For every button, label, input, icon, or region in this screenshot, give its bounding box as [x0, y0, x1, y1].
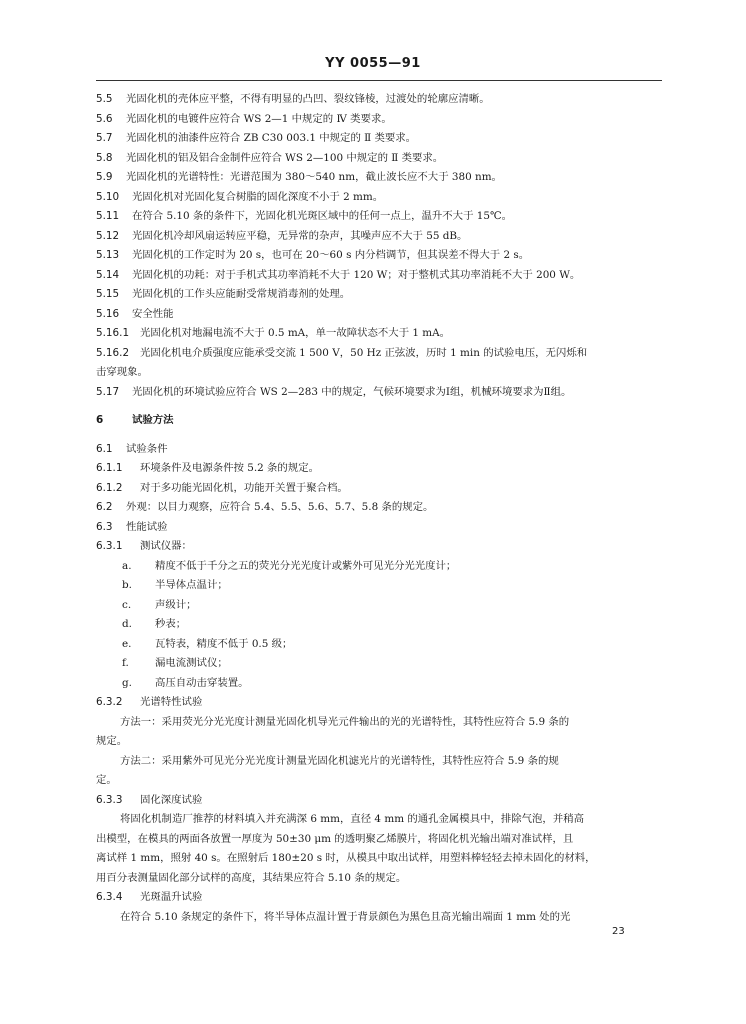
section-gap [96, 431, 662, 440]
paragraph-continuation: 定。 [96, 774, 117, 786]
clause-number: 5.14 [96, 268, 120, 281]
clause-text: 光固化机对地漏电流不大于 0.5 mA，单一故障状态不大于 1 mA。 [140, 327, 451, 339]
clause-line [96, 129, 662, 149]
clause-line [96, 459, 662, 479]
clause-text: 固化深度试验 [140, 793, 203, 806]
list-item [96, 635, 662, 655]
clause-number: 5.6 [96, 112, 113, 125]
list-item-text: 瓦特表，精度不低于 0.5 级； [155, 637, 293, 650]
clause-number: 5.9 [96, 171, 113, 183]
clause-line [96, 246, 662, 266]
clause-line [96, 693, 662, 713]
clause-number: 5.16 [96, 307, 120, 320]
clause-line [96, 168, 662, 188]
paragraph-continuation: 用百分表测量固化部分试样的高度，其结果应符合 5.10 条的规定。 [96, 871, 407, 884]
clause-line [96, 110, 662, 130]
list-item [96, 576, 662, 596]
clause-line [96, 324, 662, 344]
clause-line [96, 227, 662, 247]
list-item-text: 高压自动击穿装置。 [155, 676, 249, 689]
paragraph-continuation: 击穿现象。 [96, 366, 148, 378]
clause-text: 安全性能 [132, 307, 174, 320]
paragraph-line: 将固化机制造厂推荐的材料填入并充满深 6 mm，直径 4 mm 的通孔金属模具中，排除气泡，并稍高 [120, 813, 584, 825]
standard-code-header: YY 0055—91 [325, 56, 421, 71]
clause-number: 5.11 [96, 210, 120, 222]
clause-text: 光固化机冷却风扇运转应平稳，无异常的杂声，其噪声应不大于 55 dB。 [132, 229, 468, 242]
clause-text: 环境条件及电源条件按 5.2 条的规定。 [140, 462, 319, 474]
clause-text: 外观：以目力观察，应符合 5.4、5.5、5.6、5.7、5.8 条的规定。 [126, 501, 434, 513]
clause-line [96, 479, 662, 499]
clause-text: 光固化机的壳体应平整，不得有明显的凸凹、裂纹锋棱，过渡处的轮廓应清晰。 [126, 93, 490, 105]
clause-number: 6.2 [96, 501, 113, 513]
clause-line [96, 344, 662, 364]
clause-text: 试验条件 [126, 442, 168, 455]
list-item-label: c. [122, 598, 132, 611]
list-item [96, 596, 662, 616]
clause-number: 5.13 [96, 249, 120, 261]
clause-number: 6.3.4 [96, 891, 123, 903]
clause-number: 5.17 [96, 385, 120, 398]
list-item-label: e. [122, 637, 132, 650]
list-item-text: 精度不低于千分之五的荧光分光光度计或紫外可见光分光光度计； [155, 559, 457, 572]
list-item-label: f. [122, 657, 129, 669]
clause-line [96, 498, 662, 518]
clause-text: 性能试验 [126, 520, 168, 533]
clause-text: 光固化机的铝及铝合金制件应符合 WS 2—100 中规定的 Ⅱ 类要求。 [126, 151, 444, 164]
clause-text: 光固化机电介质强度应能承受交流 1 500 V，50 Hz 正弦波，历时 1 min 的试验电压，无闪烁和 [140, 346, 588, 359]
clause-line [96, 440, 662, 460]
clause-line [96, 285, 662, 305]
list-item-text: 半导体点温计； [155, 579, 228, 591]
clause-number: 6.1.1 [96, 462, 123, 474]
clause-line [96, 149, 662, 169]
paragraph-continuation: 规定。 [96, 735, 128, 747]
clause-number: 6.1 [96, 442, 113, 455]
header-rule [96, 80, 662, 81]
list-item [96, 674, 662, 694]
section-number: 6 [96, 414, 104, 426]
clause-line [96, 537, 662, 557]
paragraph-continuation: 离试样 1 mm，照射 40 s。在照射后 180±20 s 时，从模具中取出试样，用塑料棒轻轻去掉未固化的材料， [96, 852, 596, 864]
paragraph-line: 方法二：采用紫外可见光分光光度计测量光固化机滤光片的光谱特性，其特性应符合 5.9 条的规 [120, 754, 559, 767]
list-item [96, 615, 662, 635]
paragraph-line: 在符合 5.10 条规定的条件下，将半导体点温计置于背景颜色为黑色且高光输出端面 1 mm 处的光 [120, 910, 571, 923]
list-item-label: d. [122, 618, 132, 630]
clause-text: 光固化机的环境试验应符合 WS 2—283 中的规定，气候环境要求为Ⅰ组，机械环境要求为Ⅱ组。 [132, 385, 572, 398]
clause-number: 5.8 [96, 151, 113, 164]
clause-number: 6.3.3 [96, 793, 123, 806]
list-item-label: b. [122, 579, 132, 591]
clause-number: 6.3.2 [96, 696, 123, 708]
clause-text: 光固化机的油漆件应符合 ZB C30 003.1 中规定的 Ⅱ 类要求。 [126, 132, 417, 144]
clause-number: 5.16.1 [96, 327, 130, 339]
list-item-text: 秒表； [155, 618, 187, 630]
paragraph-line: 方法一：采用荧光分光光度计测量光固化机导光元件输出的光的光谱特性，其特性应符合 5.9 条的 [120, 715, 570, 728]
clause-line [96, 207, 662, 227]
clause-line [96, 188, 662, 208]
section-title: 试验方法 [132, 414, 174, 426]
page-number: 23 [612, 926, 625, 937]
clause-number: 5.15 [96, 288, 120, 300]
clause-text: 光固化机的工作头应能耐受常规消毒剂的处理。 [132, 288, 351, 300]
list-item-label: g. [122, 676, 132, 689]
clause-text: 测试仪器： [140, 540, 192, 552]
list-item [96, 557, 662, 577]
clause-text: 光固化机对光固化复合树脂的固化深度不小于 2 mm。 [132, 190, 384, 203]
clause-line [96, 791, 662, 811]
clause-line [96, 888, 662, 908]
paragraph-continuation: 出模型，在模具的两面各放置一厚度为 50±30 μm 的透明聚乙烯膜片，将固化机光输出端对准试样，且 [96, 832, 574, 845]
clause-number: 5.16.2 [96, 346, 130, 359]
clause-text: 对于多功能光固化机，功能开关置于聚合档。 [140, 481, 348, 494]
clause-number: 6.3.1 [96, 540, 123, 552]
list-item [96, 654, 662, 674]
document-body [96, 90, 662, 927]
clause-number: 5.10 [96, 190, 120, 203]
clause-text: 光谱特性试验 [140, 696, 203, 708]
clause-line [96, 266, 662, 286]
list-item-label: a. [122, 559, 132, 572]
clause-line [96, 518, 662, 538]
list-item-text: 声级计； [155, 598, 197, 611]
clause-number: 5.12 [96, 229, 120, 242]
clause-number: 5.7 [96, 132, 113, 144]
clause-number: 6.3 [96, 520, 113, 533]
section-gap [96, 402, 662, 411]
clause-line [96, 305, 662, 325]
clause-number: 6.1.2 [96, 481, 123, 494]
clause-number: 5.5 [96, 93, 113, 105]
clause-text: 光固化机的功耗：对于手机式其功率消耗不大于 120 W；对于整机式其功率消耗不大于 200 W。 [132, 268, 581, 281]
clause-text: 光斑温升试验 [140, 891, 203, 903]
section-heading [96, 411, 662, 431]
clause-text: 光固化机的电镀件应符合 WS 2—1 中规定的 Ⅳ 类要求。 [126, 112, 392, 125]
clause-text: 光固化机的工作定时为 20 s，也可在 20～60 s 内分档调节，但其误差不得大于 2 s。 [132, 249, 530, 261]
clause-line [96, 383, 662, 403]
clause-line [96, 90, 662, 110]
list-item-text: 漏电流测试仪； [155, 657, 228, 669]
clause-text: 光固化机的光谱特性：光谱范围为 380～540 nm，截止波长应不大于 380 nm。 [126, 171, 502, 183]
clause-text: 在符合 5.10 条的条件下，光固化机光斑区域中的任何一点上，温升不大于 15℃。 [132, 210, 512, 222]
